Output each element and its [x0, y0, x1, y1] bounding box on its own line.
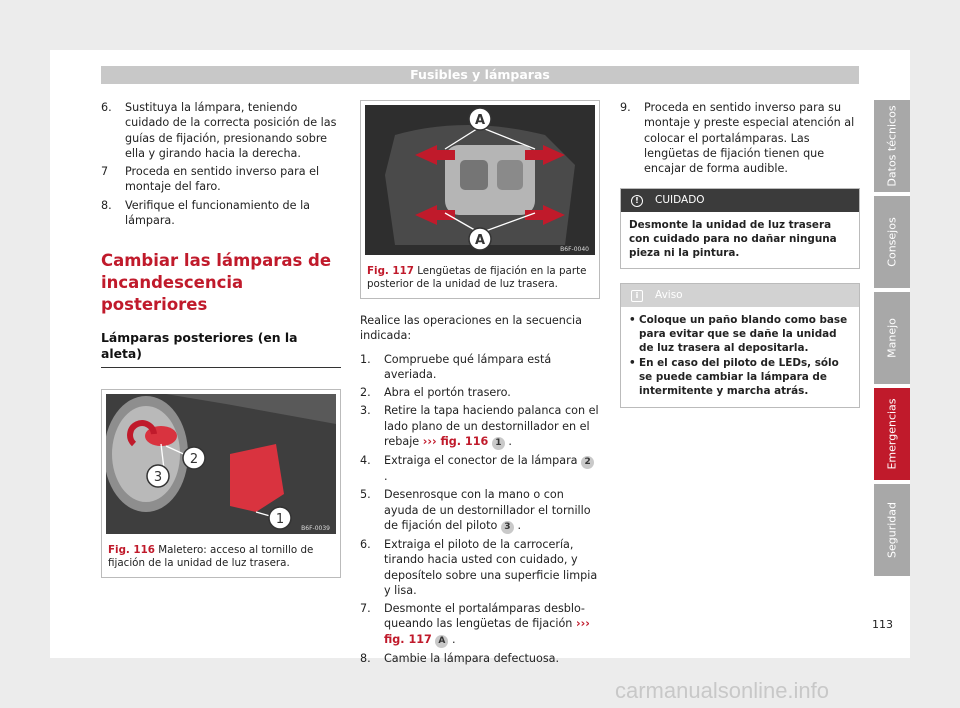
- caution-box: [620, 188, 860, 269]
- callout-ref: 2: [581, 456, 594, 469]
- figure-link[interactable]: ››› fig. 117: [384, 617, 590, 646]
- step-item: 9. Proceda en sentido inverso para su montaje y preste especial atención al colocar el portalámparas. Las lengüetas de fijación tienen que encajar de forma audible.: [620, 101, 855, 176]
- tab-seguridad[interactable]: Seguridad: [874, 484, 910, 576]
- figure-caption: Fig. 116 Maletero: acceso al tornillo de fijación de la unidad de luz trasera.: [108, 543, 314, 569]
- callout-ref: 3: [501, 521, 514, 534]
- svg-text:B6F-0040: B6F-0040: [560, 246, 589, 253]
- note-header: i Aviso: [621, 284, 859, 307]
- step-item: 7 Proceda en sentido inverso para el montaje del faro.: [101, 165, 320, 194]
- column-right: [620, 100, 860, 408]
- watermark: carmanualsonline.info: [615, 678, 830, 703]
- tab-consejos[interactable]: Consejos: [874, 196, 910, 288]
- step-item: 1. Compruebe qué lámpara está averiada.: [360, 352, 552, 381]
- svg-text:3: 3: [153, 469, 163, 485]
- info-icon: i: [631, 290, 643, 302]
- figure-116: [101, 389, 341, 578]
- svg-text:B6F-0039: B6F-0039: [301, 524, 330, 532]
- section-header: Fusibles y lámparas: [101, 66, 859, 84]
- note-bullet: • En el caso del piloto de LEDs, sólo se puede cambiar la lámpara de intermitente y marcha atrás.: [629, 357, 839, 398]
- step-item: 8. Verifique el funcionamiento de la lámpara.: [101, 198, 311, 228]
- column-middle: [360, 100, 600, 669]
- svg-text:A: A: [474, 233, 486, 248]
- step-item: 3. Retire la tapa haciendo palanca con el lado plano de un destornillador en el rebaje ››› fig. 116 1 .: [360, 404, 599, 449]
- step-list: [360, 352, 600, 666]
- step-item: 6. Extraiga el piloto de la carrocería, tirando hacia usted con cuidado, y deposítelo sobre una superficie limpia y lisa.: [360, 537, 598, 597]
- step-item: 7. Desmonte el portalámparas desbloqueando las lengüetas de fijación ››› fig. 117 A .: [360, 602, 590, 646]
- tab-manejo[interactable]: Manejo: [874, 292, 910, 384]
- callout-ref: 1: [492, 437, 505, 450]
- figure-117-image: [365, 105, 595, 255]
- svg-text:A: A: [474, 113, 486, 128]
- subsection-heading: Lámparas posteriores (en la aleta): [101, 330, 341, 368]
- warning-icon: !: [631, 195, 643, 207]
- tab-emergencias[interactable]: Emergencias: [874, 388, 910, 480]
- chapter-tabs: [874, 100, 910, 580]
- column-left: [101, 100, 341, 578]
- figure-116-image: [106, 394, 336, 534]
- step-item: 4. Extraiga el conector de la lámpara 2 .: [360, 453, 600, 484]
- step-item: 6. Sustituya la lámpara, teniendo cuidado de la correcta posición de las guías de fijación, presionando sobre ella y girando hacia la derecha.: [101, 101, 337, 160]
- trunk-illustration: [106, 394, 336, 534]
- step-item: 8. Cambie la lámpara defectuosa.: [360, 651, 560, 665]
- intro-text: Realice las operaciones en la secuencia indicada:: [360, 314, 583, 343]
- page-number: 113: [872, 618, 893, 631]
- svg-text:1: 1: [275, 511, 285, 527]
- note-box: [620, 283, 860, 408]
- caution-header: ! CUIDADO: [621, 189, 859, 212]
- note-bullet: • Coloque un paño blando como base para evitar que se dañe la unidad de luz trasera al depositarla.: [629, 314, 848, 355]
- caution-text: Desmonte la unidad de luz trasera con cuidado para no dañar ninguna pieza ni la pintura.: [629, 219, 837, 260]
- svg-text:2: 2: [189, 451, 199, 467]
- callout-ref: A: [435, 635, 448, 648]
- section-heading: Cambiar las lámparas de incandescencia posteriores: [101, 251, 332, 315]
- step-item: 2. Abra el portón trasero.: [360, 386, 511, 400]
- figure-link[interactable]: ››› fig. 116: [422, 435, 489, 449]
- step-item: 5. Desenrosque con la mano o con ayuda de un destornillador el tornillo de fijación del piloto 3 .: [360, 488, 591, 532]
- figure-117: [360, 100, 600, 299]
- figure-caption: Fig. 117 Lengüetas de fijación en la parte posterior de la unidad de luz trasera.: [367, 265, 587, 290]
- tab-datos-tecnicos[interactable]: Datos técnicos: [874, 100, 910, 192]
- taillight-illustration: [365, 105, 595, 255]
- note-body: [621, 307, 859, 407]
